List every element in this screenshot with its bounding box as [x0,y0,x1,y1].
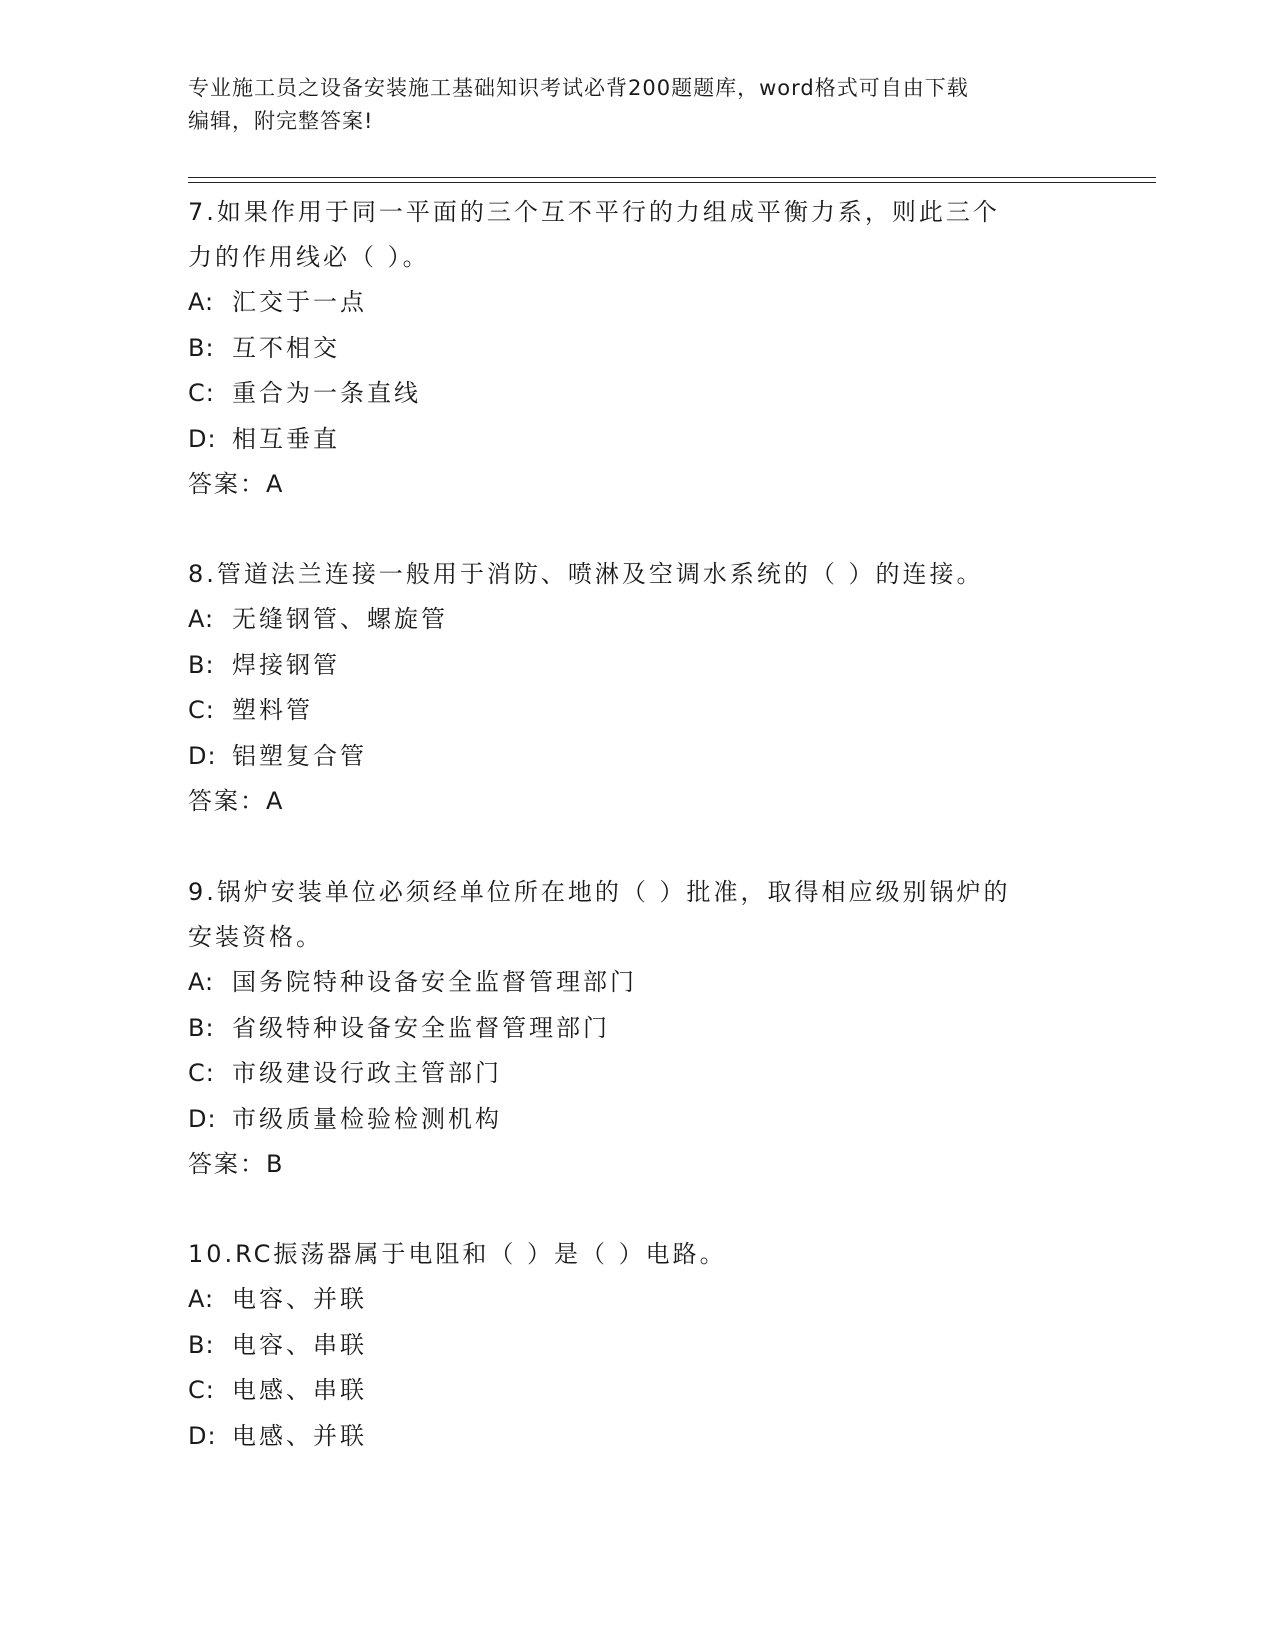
question-7 [188,190,1088,507]
option-a [188,597,1088,643]
question-9 [188,870,1088,1187]
option-a [188,960,1088,1006]
option-a [188,280,1088,326]
option-text: 省级特种设备安全监督管理部门 [232,1013,610,1042]
question-8 [188,552,1088,824]
option-text: 相互垂直 [232,424,340,453]
question-stem-line: 9.锅炉安装单位必须经单位所在地的（ ）批准，取得相应级别锅炉的 [188,878,1011,906]
option-letter: D: [188,741,217,770]
option-c [188,1051,1088,1097]
option-b [188,326,1088,372]
option-letter: C: [188,696,215,724]
option-d [188,417,1088,463]
option-text: 市级质量检验检测机构 [232,1104,502,1133]
question-stem-line: 10.RC振荡器属于电阻和（ ）是（ ）电路。 [188,1240,727,1268]
option-a [188,1277,1088,1323]
option-text: 国务院特种设备安全监督管理部门 [232,968,637,996]
question-stem-line: 力的作用线必（ ）。 [188,243,430,271]
option-letter: D: [188,1421,217,1450]
option-letter: A: [188,288,215,316]
option-text: 互不相交 [232,333,340,362]
option-letter: B: [188,333,215,362]
option-letter: B: [188,650,215,679]
option-letter: C: [188,1059,215,1087]
header-line-2: 编辑，附完整答案! [188,109,374,133]
option-letter: C: [188,1376,215,1404]
option-letter: A: [188,1285,215,1313]
option-c [188,1368,1088,1414]
header-divider-top [188,177,1156,178]
option-letter: C: [188,379,215,407]
header-line-1: 专业施工员之设备安装施工基础知识考试必背200题题库，word格式可自由下载 [188,76,969,100]
option-letter: D: [188,1104,217,1133]
option-d [188,1414,1088,1460]
option-text: 市级建设行政主管部门 [232,1059,502,1087]
option-text: 无缝钢管、螺旋管 [232,605,448,633]
option-letter: B: [188,1330,215,1359]
answer-line: 答案：B [188,1150,285,1178]
option-text: 电容、并联 [232,1285,367,1313]
question-stem-line: 安装资格。 [188,923,323,951]
option-letter: D: [188,424,217,453]
option-d [188,734,1088,780]
option-c [188,688,1088,734]
question-stem-line: 8.管道法兰连接一般用于消防、喷淋及空调水系统的（ ）的连接。 [188,560,984,588]
option-text: 电感、并联 [232,1421,367,1450]
option-text: 汇交于一点 [232,288,367,316]
option-letter: A: [188,968,215,996]
option-text: 塑料管 [232,696,313,724]
option-c [188,371,1088,417]
option-text: 焊接钢管 [232,650,340,679]
option-b [188,643,1088,689]
option-d [188,1097,1088,1143]
option-b [188,1323,1088,1369]
answer-line: 答案：A [188,470,285,498]
option-text: 电容、串联 [232,1330,367,1359]
option-letter: A: [188,605,215,633]
option-text: 重合为一条直线 [232,379,421,407]
question-10 [188,1232,1088,1459]
document-header [188,72,1088,138]
header-divider-bottom [188,182,1156,183]
option-letter: B: [188,1013,215,1042]
question-stem-line: 7.如果作用于同一平面的三个互不平行的力组成平衡力系，则此三个 [188,198,1000,226]
answer-line: 答案：A [188,787,285,815]
option-text: 铝塑复合管 [232,741,367,770]
option-b [188,1006,1088,1052]
option-text: 电感、串联 [232,1376,367,1404]
